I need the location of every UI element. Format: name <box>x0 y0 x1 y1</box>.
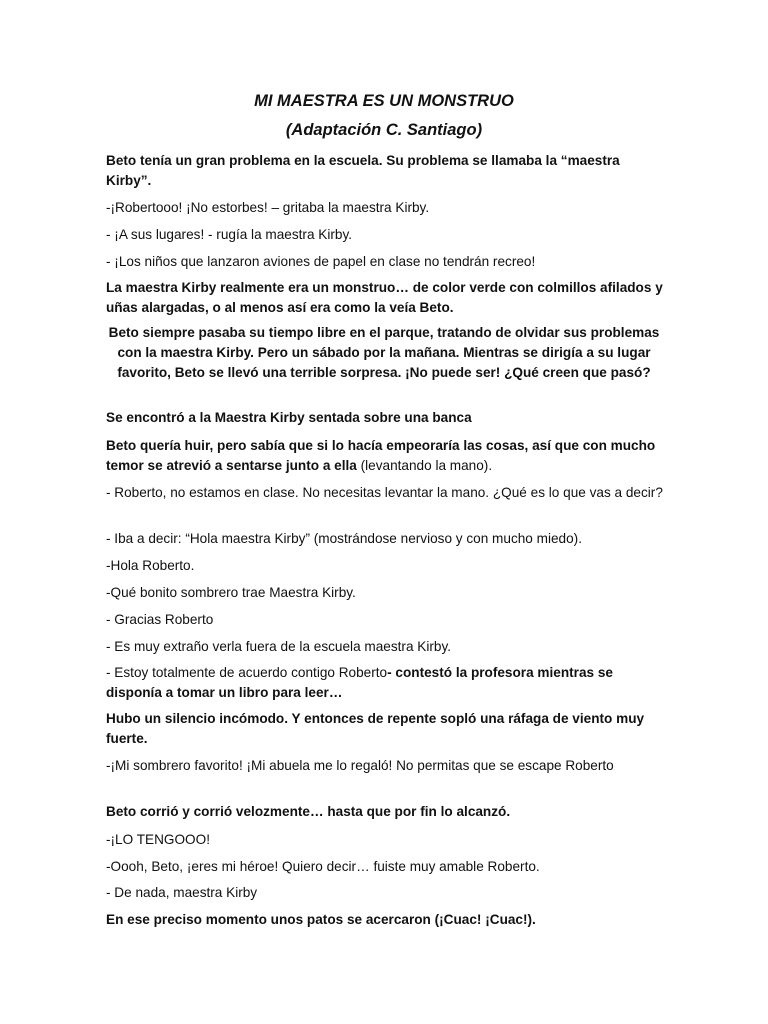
paragraph: -Hola Roberto. <box>106 558 195 573</box>
paragraph: La maestra Kirby realmente era un monstruo… de color verde con colmillos afilados y uñas alargadas, o al menos así era como la veía Beto. <box>106 280 663 315</box>
paragraph: -¡Robertooo! ¡No estorbes! – gritaba la maestra Kirby. <box>106 200 430 215</box>
paragraph: Hubo un silencio incómodo. Y entonces de repente sopló una ráfaga de viento muy fuerte. <box>106 711 645 746</box>
paragraph <box>106 663 666 703</box>
paragraph: Beto tenía un gran problema en la escuela. Su problema se llamaba la “maestra Kirby”. <box>106 153 620 188</box>
document-title: MI MAESTRA ES UN MONSTRUO <box>254 92 514 110</box>
paragraph: - De nada, maestra Kirby <box>106 885 258 900</box>
paragraph: - Iba a decir: “Hola maestra Kirby” (mostrándose nervioso y con mucho miedo). <box>106 531 582 546</box>
paragraph: Se encontró a la Maestra Kirby sentada sobre una banca <box>106 410 472 425</box>
document-subtitle: (Adaptación C. Santiago) <box>285 121 483 139</box>
paragraph: Beto corrió y corrió velozmente… hasta que por fin lo alcanzó. <box>106 804 511 819</box>
paragraph: Beto siempre pasaba su tiempo libre en el parque, tratando de olvidar sus problemas con la maestra Kirby. Pero un sábado por la mañana. Mientras se dirigía a su lugar favorito, Beto se llevó una terrible sorpresa. ¡No puede ser! ¿Qué creen que pasó? <box>108 325 660 380</box>
paragraph <box>106 436 666 476</box>
paragraph: - ¡A sus lugares! - rugía la maestra Kirby. <box>106 227 353 242</box>
paragraph: - Roberto, no estamos en clase. No necesitas levantar la mano. ¿Qué es lo que vas a decir? <box>106 485 663 500</box>
paragraph: En ese preciso momento unos patos se acercaron (¡Cuac! ¡Cuac!). <box>106 912 536 927</box>
paragraph-bold-text: - contestó la profesora mientras se disponía a tomar un libro para leer… <box>106 665 613 700</box>
paragraph: - ¡Los niños que lanzaron aviones de papel en clase no tendrán recreo! <box>106 254 536 269</box>
paragraph-bold-text: Beto quería huir, pero sabía que si lo hacía empeoraría las cosas, así que con mucho temor se atrevió a sentarse junto a ella <box>106 438 656 473</box>
paragraph: - Gracias Roberto <box>106 612 214 627</box>
paragraph: - Es muy extraño verla fuera de la escuela maestra Kirby. <box>106 639 452 654</box>
paragraph: -¡LO TENGOOO! <box>106 832 210 847</box>
paragraph: -¡Mi sombrero favorito! ¡Mi abuela me lo regaló! No permitas que se escape Roberto <box>106 758 614 773</box>
paragraph-normal-text: - Estoy totalmente de acuerdo contigo Roberto <box>106 665 388 680</box>
paragraph-normal-text: (levantando la mano). <box>356 458 493 473</box>
paragraph: -Oooh, Beto, ¡eres mi héroe! Quiero decir… fuiste muy amable Roberto. <box>106 859 540 874</box>
paragraph: -Qué bonito sombrero trae Maestra Kirby. <box>106 585 356 600</box>
